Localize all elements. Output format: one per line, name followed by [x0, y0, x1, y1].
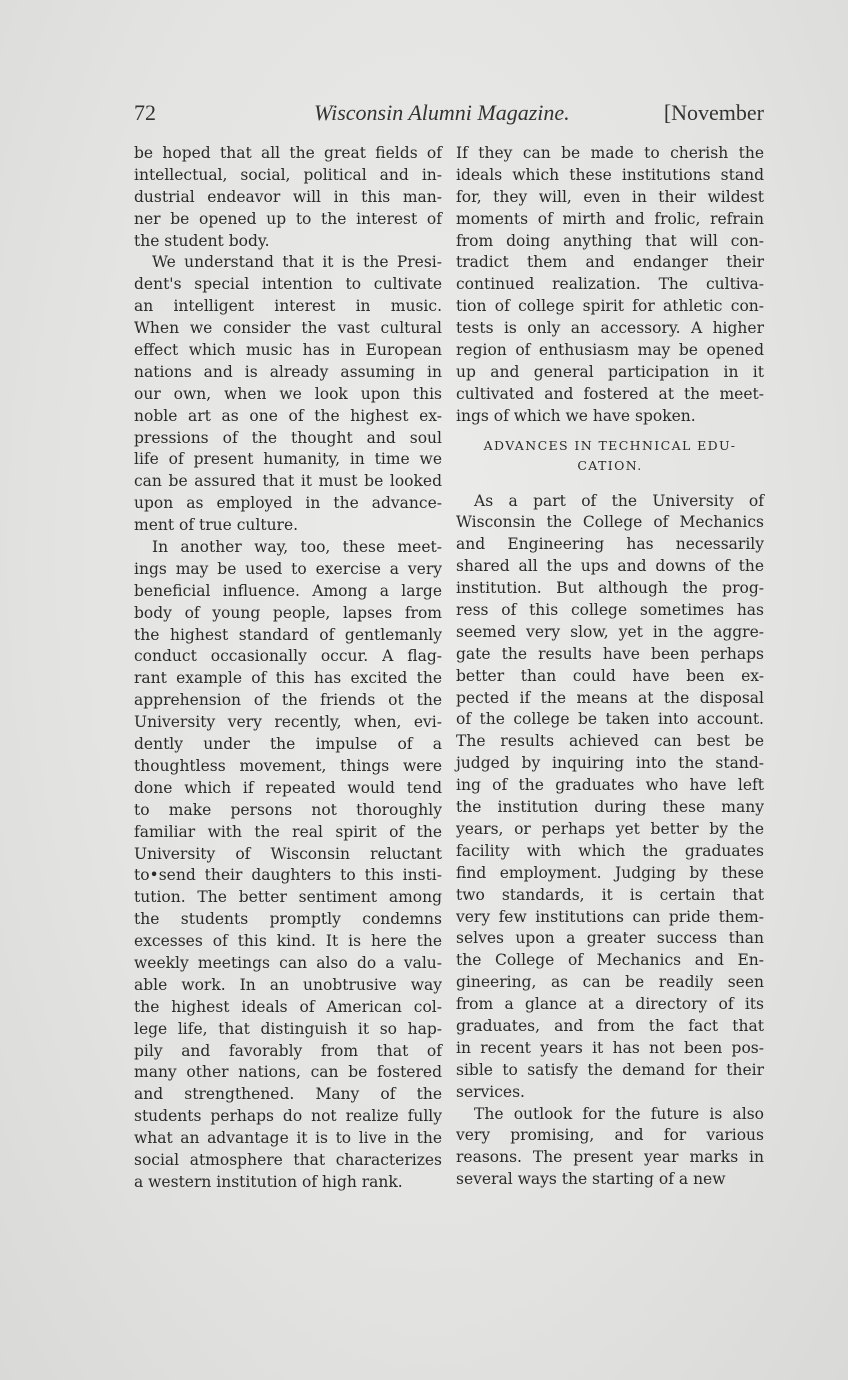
section-heading-line: ADVANCES IN TECHNICAL EDU- — [483, 437, 737, 453]
text-line: University very recently, when, evi- — [134, 713, 442, 732]
text-line: to•send their daughters to this insti- — [134, 866, 442, 885]
text-line: reasons. The present year marks in — [456, 1148, 764, 1167]
text-line: dent's special intention to cultivate — [134, 275, 442, 294]
text-line: to make persons not thoroughly — [134, 800, 442, 819]
right-column-bottom-text — [456, 491, 764, 1192]
text-line: continued realization. The cultiva- — [456, 275, 764, 294]
text-line: lege life, that distinguish it so hap- — [134, 1019, 442, 1038]
text-line: find employment. Judging by these — [456, 863, 764, 882]
text-line: life of present humanity, in time we — [134, 450, 442, 469]
text-line: seemed very slow, yet in the aggre- — [456, 622, 764, 641]
text-line: excesses of this kind. It is here the — [134, 932, 442, 951]
text-line: the institution during these many — [456, 798, 764, 817]
text-line: two standards, it is certain that — [456, 885, 764, 904]
text-line: from a glance at a directory of its — [456, 995, 764, 1014]
text-line: the College of Mechanics and En- — [456, 951, 764, 970]
text-line: gineering, as can be readily seen — [456, 973, 764, 992]
section-heading-line: CATION. — [577, 457, 643, 473]
text-line: dently under the impulse of a — [134, 735, 442, 754]
text-line: pressions of the thought and soul — [134, 428, 442, 447]
text-line: students perhaps do not realize fully — [134, 1107, 442, 1126]
section-heading — [456, 436, 764, 476]
text-line: Wisconsin the College of Mechanics — [456, 513, 764, 532]
text-line: of the college be taken into account. — [456, 710, 764, 729]
text-line: very promising, and for various — [456, 1126, 764, 1145]
text-line: an intelligent interest in music. — [134, 297, 442, 316]
text-line: the highest standard of gentlemanly — [134, 625, 442, 644]
text-line: pily and favorably from that of — [134, 1041, 442, 1060]
text-line: cultivated and fostered at the meet- — [456, 384, 764, 403]
text-line: ings of which we have spoken. — [456, 406, 696, 425]
text-line: be hoped that all the great fields of — [134, 144, 442, 162]
text-line: apprehension of the friends ot the — [134, 691, 442, 710]
text-line: the highest ideals of American col- — [134, 997, 442, 1016]
text-line: can be assured that it must be looked — [134, 472, 442, 491]
text-line: dustrial endeavor will in this man- — [134, 187, 442, 206]
text-line: selves upon a greater success than — [456, 929, 764, 948]
text-line: ner be opened up to the interest of — [134, 209, 442, 228]
text-line: the students promptly condemns — [134, 910, 442, 929]
right-column — [456, 143, 764, 1191]
text-line: beneficial influence. Among a large — [134, 581, 442, 600]
text-line: We understand that it is the Presi- — [152, 253, 442, 272]
text-line: services. — [456, 1082, 525, 1101]
text-line: several ways the starting of a new — [456, 1170, 726, 1189]
text-line: up and general participation in it — [456, 362, 764, 381]
text-line: from doing anything that will con- — [456, 231, 764, 250]
text-line: and strengthened. Many of the — [134, 1085, 442, 1104]
text-line: social atmosphere that characterizes — [134, 1150, 442, 1169]
text-line: the student body. — [134, 231, 270, 250]
text-line: tests is only an accessory. A higher — [456, 319, 764, 338]
text-line: effect which music has in European — [134, 341, 442, 360]
text-line: many other nations, can be fostered — [134, 1063, 442, 1082]
text-line: The results achieved can best be — [456, 732, 764, 751]
text-line: for, they will, even in their wildest — [456, 187, 764, 206]
text-line: institution. But although the prog- — [456, 579, 764, 598]
text-line: judged by inquiring into the stand- — [456, 754, 764, 773]
text-line: noble art as one of the highest ex- — [134, 406, 442, 425]
text-line: ideals which these institutions stand — [456, 165, 764, 184]
issue-month: [November — [663, 100, 764, 125]
text-line: able work. In an unobtrusive way — [134, 975, 442, 994]
text-line: pected if the means at the disposal — [456, 688, 764, 707]
text-line: and Engineering has necessarily — [456, 535, 764, 554]
text-line: ings may be used to exercise a very — [134, 559, 442, 578]
text-line: our own, when we look upon this — [134, 384, 442, 403]
page-header — [134, 100, 764, 130]
text-line: very few institutions can pride them- — [456, 907, 764, 926]
magazine-title: Wisconsin Alumni Magazine. — [314, 100, 570, 125]
text-line: In another way, too, these meet- — [152, 538, 442, 557]
text-line: tution. The better sentiment among — [134, 888, 442, 907]
text-line: The outlook for the future is also — [474, 1104, 764, 1123]
text-line: moments of mirth and frolic, refrain — [456, 209, 764, 228]
text-line: ment of true culture. — [134, 516, 299, 535]
right-column-top-text — [456, 143, 764, 428]
text-line: familiar with the real spirit of the — [134, 822, 442, 841]
text-line: region of enthusiasm may be opened — [456, 341, 764, 360]
text-line: intellectual, social, political and in- — [134, 165, 442, 184]
text-line: facility with which the graduates — [456, 841, 764, 860]
text-line: years, or perhaps yet better by the — [456, 819, 764, 838]
text-line: gate the results have been perhaps — [456, 644, 764, 663]
text-line: tion of college spirit for athletic con- — [456, 297, 764, 316]
text-line: nations and is already assuming in — [134, 362, 442, 381]
text-line: weekly meetings can also do a valu- — [134, 953, 442, 972]
text-line: tradict them and endanger their — [456, 253, 764, 272]
text-line: upon as employed in the advance- — [134, 494, 442, 513]
text-line: a western institution of high rank. — [134, 1172, 403, 1191]
text-line: graduates, and from the fact that — [456, 1016, 764, 1035]
text-line: thoughtless movement, things were — [134, 756, 442, 775]
text-line: ing of the graduates who have left — [456, 776, 764, 795]
page-number: 72 — [134, 100, 156, 125]
text-line: shared all the ups and downs of the — [456, 557, 764, 576]
left-column — [134, 143, 442, 1194]
text-line: University of Wisconsin reluctant — [134, 844, 442, 863]
text-line: When we consider the vast cultural — [134, 319, 442, 338]
text-line: in recent years it has not been pos- — [456, 1038, 764, 1057]
text-line: As a part of the University of — [474, 491, 764, 510]
text-line: sible to satisfy the demand for their — [456, 1060, 764, 1079]
text-line: ress of this college sometimes has — [456, 601, 764, 620]
text-line: rant example of this has excited the — [134, 669, 442, 688]
text-line: If they can be made to cherish the — [456, 144, 764, 162]
text-line: conduct occasionally occur. A flag- — [134, 647, 442, 666]
text-line: better than could have been ex- — [456, 666, 764, 685]
text-line: what an advantage it is to live in the — [134, 1129, 442, 1148]
text-line: done which if repeated would tend — [134, 778, 442, 797]
text-line: body of young people, lapses from — [134, 603, 442, 622]
